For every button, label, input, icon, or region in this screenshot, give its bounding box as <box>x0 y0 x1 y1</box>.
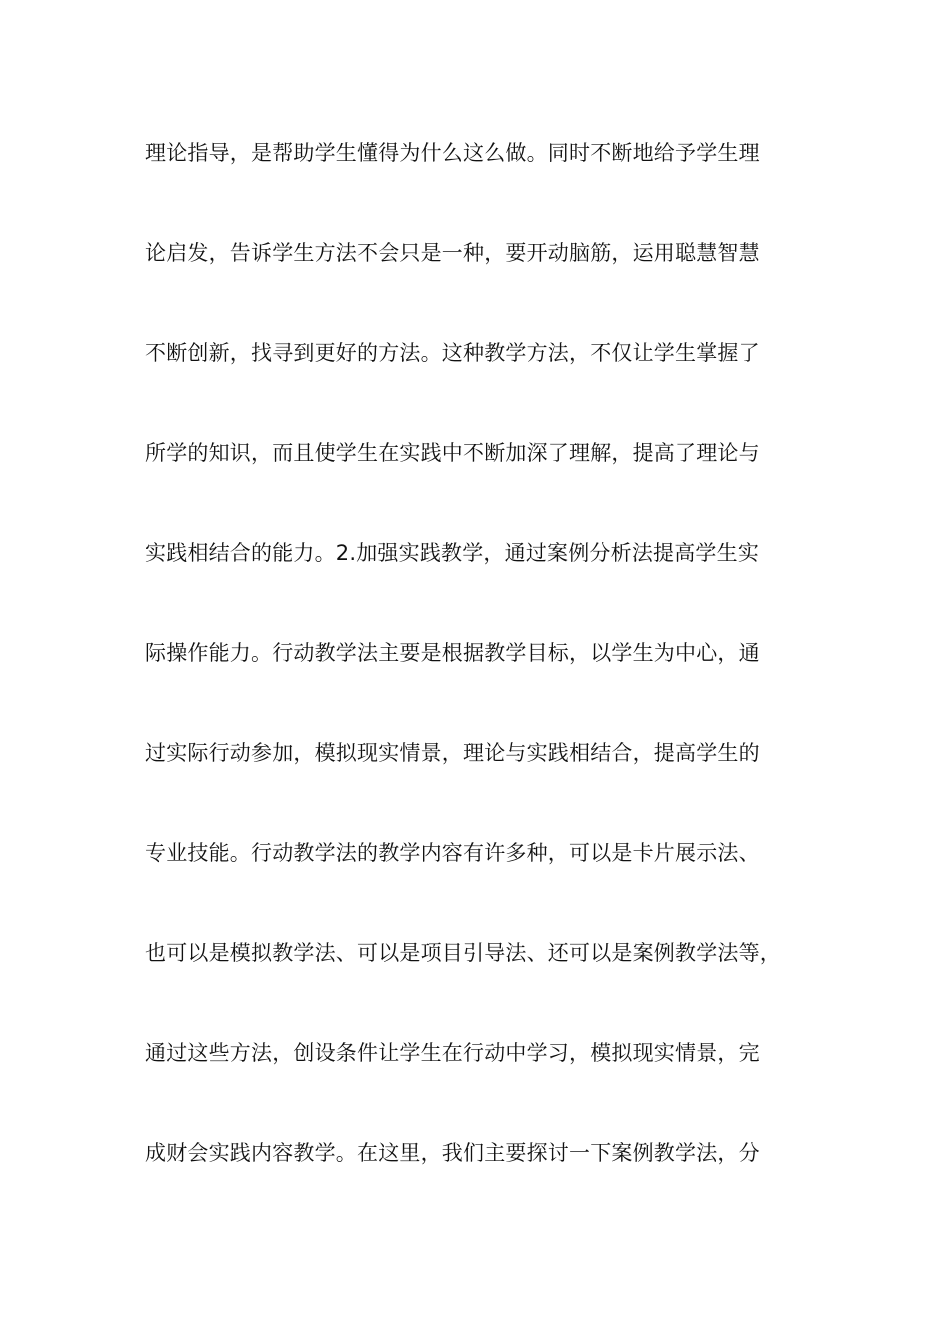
text-line: 际操作能力。行动教学法主要是根据教学目标，以学生为中心，通 <box>145 641 760 665</box>
text-line: 也可以是模拟教学法、可以是项目引导法、还可以是案例教学法等， <box>145 941 781 965</box>
text-line: 论启发，告诉学生方法不会只是一种，要开动脑筋，运用聪慧智慧 <box>145 241 760 265</box>
text-line: 不断创新，找寻到更好的方法。这种教学方法，不仅让学生掌握了 <box>145 341 760 365</box>
text-line: 专业技能。行动教学法的教学内容有许多种，可以是卡片展示法、 <box>145 841 760 865</box>
text-line: 通过这些方法，创设条件让学生在行动中学习，模拟现实情景，完 <box>145 1041 760 1065</box>
text-line: 实践相结合的能力。2.加强实践教学，通过案例分析法提高学生实 <box>145 541 760 565</box>
body-text <box>145 128 825 1228</box>
text-line: 成财会实践内容教学。在这里，我们主要探讨一下案例教学法，分 <box>145 1141 760 1165</box>
text-line: 理论指导，是帮助学生懂得为什么这么做。同时不断地给予学生理 <box>145 141 760 165</box>
text-line: 过实际行动参加，模拟现实情景，理论与实践相结合，提高学生的 <box>145 741 760 765</box>
text-line: 所学的知识，而且使学生在实践中不断加深了理解，提高了理论与 <box>145 441 760 465</box>
